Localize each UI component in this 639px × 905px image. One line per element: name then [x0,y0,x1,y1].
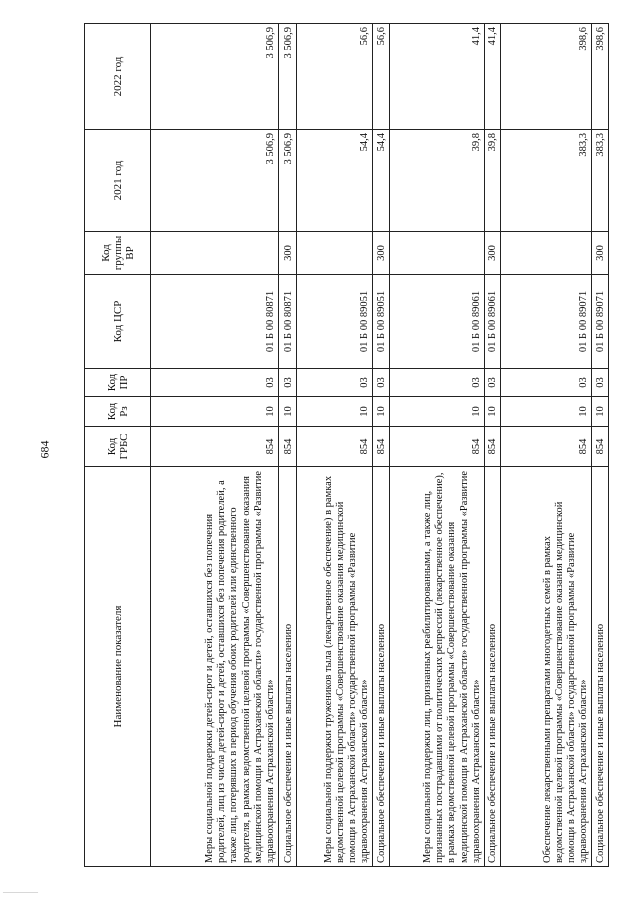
header-rz: Код Рз [85,397,151,427]
cell-name: Социальное обеспечение и иные выплаты населению [592,467,609,867]
cell-grbs: 854 [592,427,609,467]
cell-rz: 10 [592,397,609,427]
cell-rz: 10 [484,397,501,427]
table-row [592,24,609,867]
cell-2021: 3 506,9 [279,130,297,232]
cell-vr [296,232,372,275]
header-pr: Код ПР [85,369,151,397]
cell-2022: 3 506,9 [279,24,297,130]
cell-grbs: 854 [279,427,297,467]
table-header-row [85,24,151,867]
cell-rz: 10 [389,397,484,427]
cell-2021: 39,8 [484,130,501,232]
cell-name: Социальное обеспечение и иные выплаты населению [279,467,297,867]
cell-grbs: 854 [296,427,372,467]
cell-vr [151,232,279,275]
cell-name: Социальное обеспечение и иные выплаты населению [484,467,501,867]
cell-pr: 03 [389,369,484,397]
cell-vr: 300 [373,232,390,275]
cell-2021: 39,8 [389,130,484,232]
table-row [484,24,501,867]
cell-rz: 10 [373,397,390,427]
header-2022: 2022 год [85,24,151,130]
cell-rz: 10 [296,397,372,427]
cell-vr: 300 [592,232,609,275]
cell-2022: 41,4 [389,24,484,130]
cell-csr: 01 Б 00 80871 [279,275,297,369]
cell-2022: 56,6 [373,24,390,130]
header-vr: Код группы ВР [85,232,151,275]
cell-pr: 03 [279,369,297,397]
cell-rz: 10 [279,397,297,427]
cell-vr [501,232,592,275]
cell-pr: 03 [592,369,609,397]
cell-name: Меры социальной поддержки детей-сирот и детей, оставшихся без попечения родителей, лиц из числа детей-сирот и детей, оставшихся без попечения родителей, а также лиц, потерявших в период обучения обоих родителей или единственного родителя, в рамках ведомственной целевой программы «Совершенствование оказания медицинской помощи в Астраханской области» государственной программы «Развитие здравоохранения Астраханской области» [151,467,279,867]
cell-vr [389,232,484,275]
cell-csr: 01 Б 00 89061 [484,275,501,369]
cell-2022: 398,6 [501,24,592,130]
budget-table [84,23,609,867]
cell-rz: 10 [151,397,279,427]
header-grbs: Код ГРБС [85,427,151,467]
cell-2021: 383,3 [501,130,592,232]
cell-pr: 03 [296,369,372,397]
table-row [389,24,484,867]
cell-2022: 41,4 [484,24,501,130]
cell-csr: 01 Б 00 80871 [151,275,279,369]
table-row [279,24,297,867]
cell-name: Обеспечение лекарственными препаратами многодетных семей в рамках ведомственной целевой программы «Совершенствование оказания медицинской помощи в Астраханской области» государственной программы «Развитие здравоохранения Астраханской области» [501,467,592,867]
cell-vr: 300 [279,232,297,275]
cell-csr: 01 Б 00 89061 [389,275,484,369]
cell-2022: 3 506,9 [151,24,279,130]
cell-pr: 03 [373,369,390,397]
cell-csr: 01 Б 00 89051 [373,275,390,369]
cell-name: Меры социальной поддержки лиц, признанных реабилитированными, а также лиц, признанных пострадавшими от политических репрессий (лекарственное обеспечение), в рамках ведомственной целевой программы «Совершенствование оказания медицинской помощи в Астраханской области» государственной программы «Развитие здравоохранения Астраханской области» [389,467,484,867]
cell-2021: 54,4 [373,130,390,232]
header-2021: 2021 год [85,130,151,232]
rotated-table-wrapper [84,24,609,867]
table-row [373,24,390,867]
cell-2022: 398,6 [592,24,609,130]
cell-name: Меры социальной поддержки тружеников тыла (лекарственное обеспечение) в рамках ведомственной целевой программы «Совершенствование оказания медицинской помощи в Астраханской области» государственной программы «Развитие здравоохранения Астраханской области» [296,467,372,867]
cell-csr: 01 Б 00 89071 [501,275,592,369]
cell-pr: 03 [484,369,501,397]
cell-pr: 03 [151,369,279,397]
cell-2022: 56,6 [296,24,372,130]
cell-csr: 01 Б 00 89051 [296,275,372,369]
page-number: 684 [37,440,52,459]
table-row [501,24,592,867]
cell-grbs: 854 [389,427,484,467]
cell-csr: 01 Б 00 89071 [592,275,609,369]
cell-pr: 03 [501,369,592,397]
cell-grbs: 854 [501,427,592,467]
header-name: Наименование показателя [85,467,151,867]
cell-rz: 10 [501,397,592,427]
cell-name: Социальное обеспечение и иные выплаты населению [373,467,390,867]
cell-grbs: 854 [151,427,279,467]
cell-2021: 54,4 [296,130,372,232]
header-csr: Код ЦСР [85,275,151,369]
cell-vr: 300 [484,232,501,275]
cell-grbs: 854 [373,427,390,467]
cell-2021: 383,3 [592,130,609,232]
cell-2021: 3 506,9 [151,130,279,232]
table-row [296,24,372,867]
cell-grbs: 854 [484,427,501,467]
table-row [151,24,279,867]
footer-mark: ————— [3,888,38,896]
